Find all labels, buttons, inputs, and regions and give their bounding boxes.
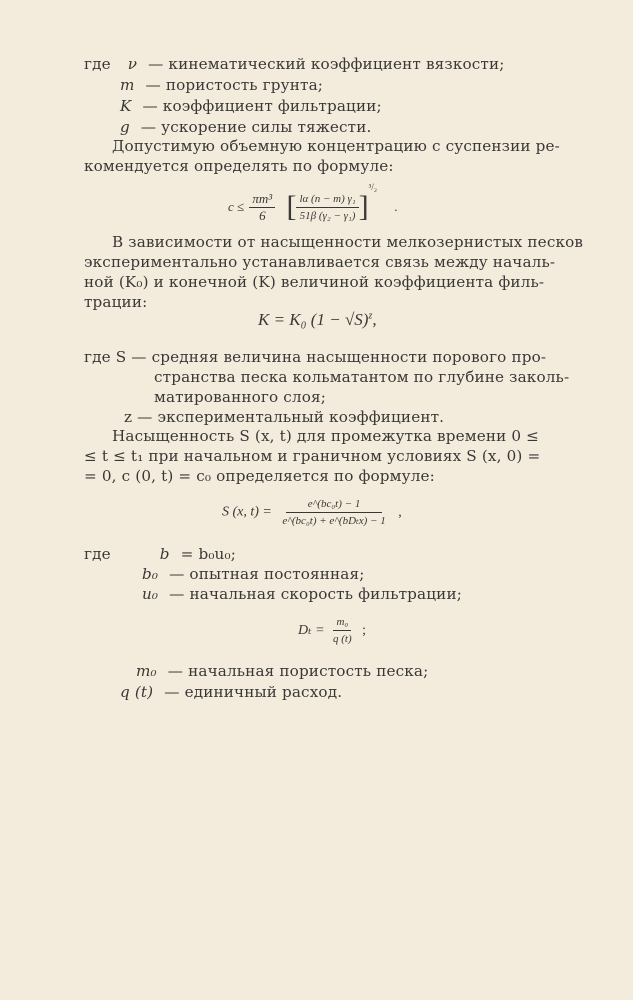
para2-line1: В зависимости от насыщенности мелкозернистых песков: [112, 233, 584, 251]
def3-line-b: где b = b₀u₀;: [84, 545, 236, 563]
def4-line-m0: m₀ — начальная пористость песка;: [136, 662, 429, 680]
para3-line3: = 0, c (0, t) = c₀ определяется по формуле:: [84, 467, 435, 485]
def2-line1: где S — средняя величина насыщенности порового про-: [84, 348, 547, 366]
def-line-porosity: m — пористость грунта;: [120, 76, 324, 94]
para2-line4: трации:: [84, 293, 148, 311]
def-line-filtration: K — коэффициент фильтрации;: [120, 97, 382, 115]
def-line-viscosity: где ν — кинематический коэффициент вязкости;: [84, 55, 505, 73]
def-line-gravity: g — ускорение силы тяжести.: [120, 118, 372, 136]
formula-saturation: S (x, t) = $\frac{\text{e\textasciicircum{}(bc₀t) − 1}}{\text{e\textasciicircum{}(bc₀t) + e\textasciicircum{}(bDₜx) − 1}}$ ,: [222, 498, 402, 527]
para3-line1: Насыщенность S (x, t) для промежутка времени 0 ≤: [112, 427, 540, 445]
def3-line-b0: b₀ — опытная постоянная;: [142, 565, 365, 583]
para1-line2: комендуется определять по формуле:: [84, 157, 394, 175]
formula-concentration: c ≤ $\frac{\text{πm³}}{6}$ [ $\frac{\text{lα (n − m) γ₁}}{\text{51β (γ₂ − γ₁)}}$ ]$^{^3/_2}$ .: [228, 182, 398, 224]
formula-filtration-coefficient: K = K₀ $(1 - √S)^z$,: [258, 310, 377, 329]
para3-line2: ≤ t ≤ t₁ при начальном и граничном условиях S (x, 0) =: [84, 447, 541, 465]
formula-d-t: Dₜ = $\frac{\text{m₀}}{q (t)}$ ;: [298, 616, 367, 645]
def2-line3: матированного слоя;: [154, 388, 327, 406]
para2-line2: экспериментально устанавливается связь между началь-: [84, 253, 556, 271]
def2-line4: z — экспериментальный коэффициент.: [124, 408, 445, 426]
def2-line2: странства песка кольматантом по глубине заколь-: [154, 368, 570, 386]
para1-line1: Допустимую объемную концентрацию c суспензии ре-: [112, 137, 560, 155]
para2-line3: ной (K₀) и конечной (K) величиной коэффициента филь-: [84, 273, 545, 291]
def3-line-u0: u₀ — начальная скорость фильтрации;: [142, 585, 462, 603]
def4-line-q: q (t) — единичный расход.: [120, 683, 343, 701]
